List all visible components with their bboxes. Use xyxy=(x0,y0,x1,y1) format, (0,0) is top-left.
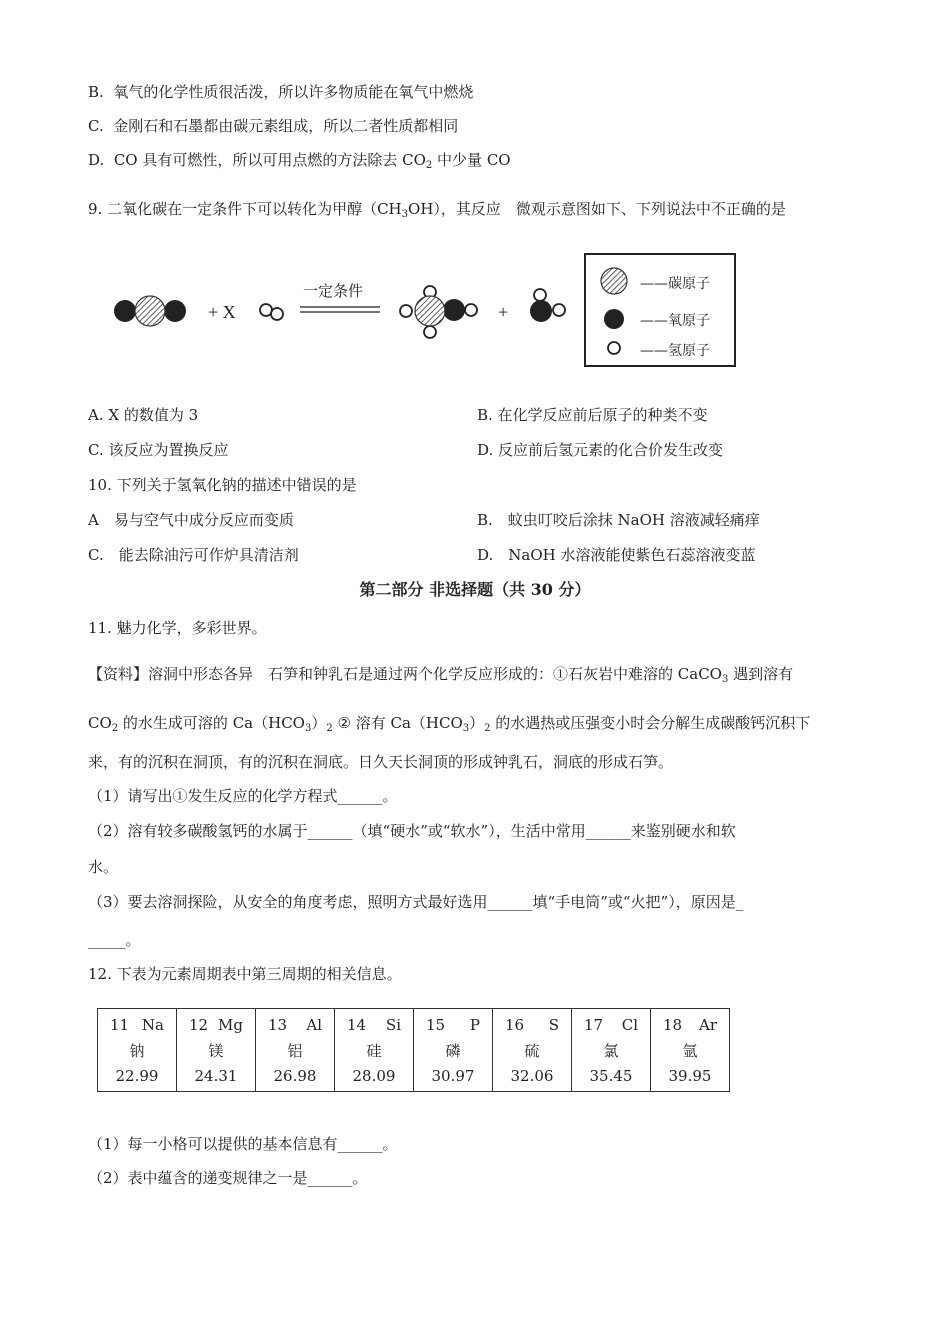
hydrogen-atom-icon xyxy=(596,336,632,362)
element-name: 氩 xyxy=(682,1041,698,1060)
q8-option-d-label: D. xyxy=(88,151,105,169)
co2-molecule xyxy=(114,296,186,326)
q9-stem xyxy=(88,199,786,225)
element-symbol: Al xyxy=(306,1015,322,1034)
q11-info-line2 xyxy=(88,713,810,739)
element-number: 17 xyxy=(584,1015,604,1034)
q10-option-b: B. 蚊虫叮咬后涂抹 NaOH 溶液减轻痛痒 xyxy=(477,511,760,529)
element-name: 硫 xyxy=(524,1041,540,1060)
element-number: 11 xyxy=(110,1015,130,1034)
water-molecule xyxy=(530,289,565,322)
element-name: 磷 xyxy=(445,1041,461,1060)
q11-info1-post: 遇到溶有 xyxy=(728,665,794,683)
element-cell xyxy=(98,1009,177,1092)
element-cell xyxy=(493,1009,572,1092)
element-cell xyxy=(572,1009,651,1092)
element-name: 氯 xyxy=(603,1041,619,1060)
q10-option-c: C. 能去除油污可作炉具清洁剂 xyxy=(88,546,299,564)
q9-option-a: A. X 的数值为 3 xyxy=(88,406,199,424)
element-mass: 28.09 xyxy=(352,1066,396,1085)
q11-info2-sub3: 2 xyxy=(326,723,333,734)
element-number: 16 xyxy=(505,1015,525,1034)
element-mass: 30.97 xyxy=(431,1066,475,1085)
q11-info2-c: ） xyxy=(311,714,327,732)
q8-option-b-label: B. xyxy=(88,83,104,101)
q11-info2-sub4: 3 xyxy=(462,723,470,734)
q11-part1: （1）请写出①发生反应的化学方程式______。 xyxy=(88,787,398,805)
q9-stem-sub: 3 xyxy=(401,209,409,220)
element-number: 12 xyxy=(189,1015,209,1034)
element-mass: 35.45 xyxy=(589,1066,633,1085)
q9-stem-pre: 9. 二氧化碳在一定条件下可以转化为甲醇（CH xyxy=(88,200,402,218)
atom-legend xyxy=(584,253,736,367)
q9-option-c: C. 该反应为置换反应 xyxy=(88,441,229,459)
oxygen-atom-icon xyxy=(596,306,632,332)
element-name: 镁 xyxy=(208,1041,224,1060)
element-mass: 32.06 xyxy=(510,1066,554,1085)
element-mass: 22.99 xyxy=(115,1066,159,1085)
plus-label: + xyxy=(498,302,509,322)
element-mass: 39.95 xyxy=(668,1066,712,1085)
element-number: 18 xyxy=(663,1015,683,1034)
element-name: 铝 xyxy=(287,1041,303,1060)
element-cell xyxy=(335,1009,414,1092)
q11-part3-line1: （3）要去溶洞探险，从安全的角度考虑，照明方式最好选用______填“手电筒”或“火把”），原因是_ xyxy=(88,893,744,911)
element-symbol: P xyxy=(469,1015,480,1034)
q11-info2-b: 的水生成可溶的 Ca（HCO xyxy=(118,714,305,732)
q11-part3-line2: _____。 xyxy=(88,931,141,949)
element-number: 14 xyxy=(347,1015,367,1034)
element-cell xyxy=(177,1009,256,1092)
q11-info-line1 xyxy=(88,664,793,690)
q11-info2-e: ） xyxy=(469,714,485,732)
q11-info1-sub: 3 xyxy=(721,674,729,685)
element-symbol: Cl xyxy=(621,1015,638,1034)
legend-oxygen-label: ——氧原子 xyxy=(640,313,710,329)
element-cell xyxy=(414,1009,493,1092)
h2-molecule xyxy=(260,304,283,320)
q12-stem: 12. 下表为元素周期表中第三周期的相关信息。 xyxy=(88,965,402,983)
q8-option-b-text: 氧气的化学性质很活泼，所以许多物质能在氧气中燃烧 xyxy=(113,83,474,101)
q11-info2-sub1: 2 xyxy=(111,723,119,734)
element-symbol: Ar xyxy=(698,1015,717,1034)
legend-carbon-label: ——碳原子 xyxy=(640,276,710,292)
q9-option-b: B. 在化学反应前后原子的种类不变 xyxy=(477,406,708,424)
element-mass: 24.31 xyxy=(194,1066,238,1085)
q10-stem: 10. 下列关于氢氧化钠的描述中错误的是 xyxy=(88,476,357,494)
q8-option-c-label: C. xyxy=(88,117,104,135)
legend-hydrogen-label: ——氢原子 xyxy=(640,343,710,359)
carbon-atom-icon xyxy=(596,267,632,295)
q10-option-a: A 易与空气中成分反应而变质 xyxy=(88,511,294,529)
part2-heading: 第二部分 非选择题（共 30 分） xyxy=(359,580,591,599)
element-name: 钠 xyxy=(129,1041,145,1060)
q11-info2-d: ② 溶有 Ca（HCO xyxy=(332,714,463,732)
q10-option-d: D. NaOH 水溶液能使紫色石蕊溶液变蓝 xyxy=(477,546,756,564)
q11-part2-line2: 水。 xyxy=(88,858,119,876)
reaction-diagram xyxy=(100,270,580,360)
q8-option-c-text: 金刚石和石墨都由碳元素组成，所以二者性质都相同 xyxy=(113,117,459,135)
element-symbol: Mg xyxy=(218,1015,243,1034)
q8-option-d-post: 中少量 CO xyxy=(432,151,511,169)
q11-info2-sub5: 2 xyxy=(484,723,491,734)
element-number: 13 xyxy=(268,1015,288,1034)
q8-option-d xyxy=(88,150,511,176)
element-symbol: Na xyxy=(141,1015,164,1034)
element-cell xyxy=(256,1009,335,1092)
reaction-condition: 一定条件 xyxy=(303,282,364,300)
q8-option-d-pre: CO 具有可燃性，所以可用点燃的方法除去 CO xyxy=(113,151,426,169)
element-symbol: S xyxy=(548,1015,559,1034)
plus-x-label: + X xyxy=(208,302,236,322)
element-cell xyxy=(651,1009,730,1092)
q11-info2-f: 的水遇热或压强变小时会分解生成碳酸钙沉积下 xyxy=(490,714,811,732)
q11-info1-pre: 【资料】溶洞中形态各异 石笋和钟乳石是通过两个化学反应形成的：①石灰岩中难溶的 CaCO xyxy=(88,665,722,683)
q8-option-b xyxy=(88,82,473,102)
element-name: 硅 xyxy=(366,1041,382,1060)
element-mass: 26.98 xyxy=(273,1066,317,1085)
periodic-table-row3 xyxy=(97,1008,730,1092)
q12-part1: （1）每一小格可以提供的基本信息有______。 xyxy=(88,1135,398,1153)
q11-info2-a: CO xyxy=(88,714,112,732)
q11-part2-line1: （2）溶有较多碳酸氢钙的水属于______（填“硬水”或“软水”），生活中常用______来鉴别硬水和软 xyxy=(88,822,736,840)
q11-info2-sub2: 3 xyxy=(304,723,312,734)
q9-stem-post: OH），其反应 微观示意图如下、下列说法中不正确的是 xyxy=(408,200,786,218)
q11-stem: 11. 魅力化学，多彩世界。 xyxy=(88,619,267,637)
q8-option-d-sub: 2 xyxy=(425,160,433,171)
q8-option-c xyxy=(88,116,458,136)
element-number: 15 xyxy=(426,1015,446,1034)
element-symbol: Si xyxy=(385,1015,401,1034)
methanol-molecule xyxy=(400,286,477,338)
q9-option-d: D. 反应前后氢元素的化合价发生改变 xyxy=(477,441,724,459)
q11-info-line3: 来，有的沉积在洞顶，有的沉积在洞底。日久天长洞顶的形成钟乳石，洞底的形成石笋。 xyxy=(88,753,674,771)
q12-part2: （2）表中蕴含的递变规律之一是______。 xyxy=(88,1169,368,1187)
